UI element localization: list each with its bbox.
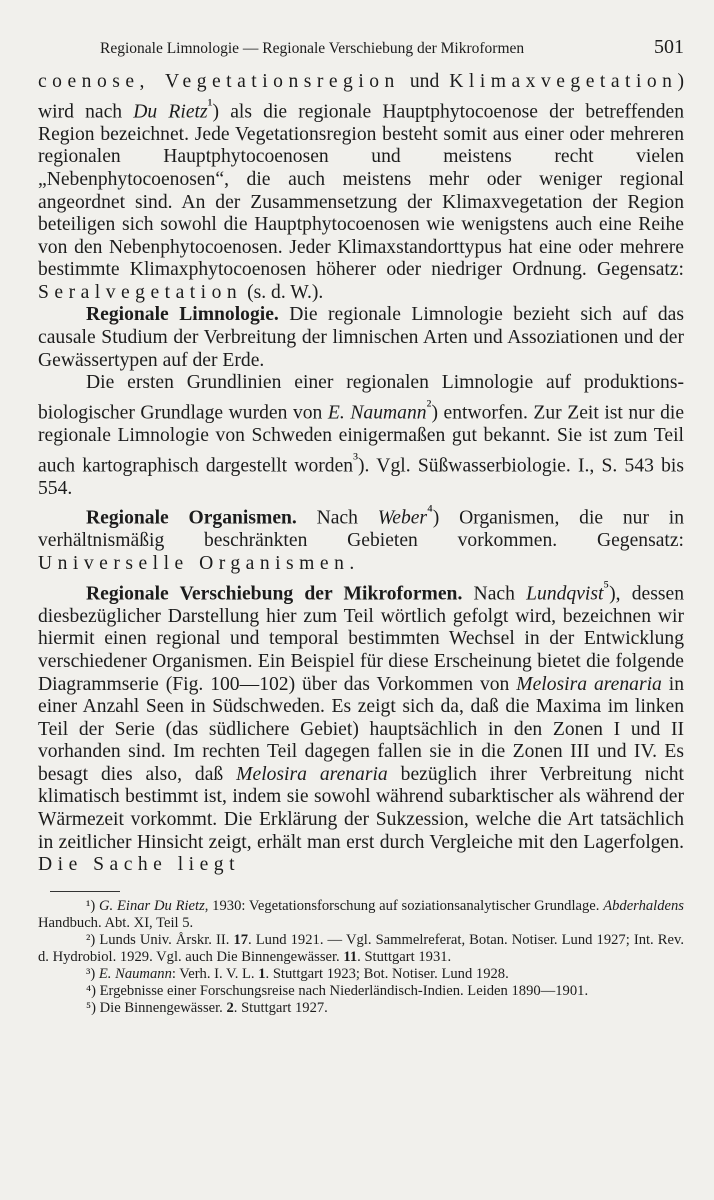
entry-regionale-limnologie: Regionale Limnologie. Die regionale Limnologie bezieht sich auf das causale Studium der Verbreitung der limnischen Arten und Assoziationen und der Gewässertypen auf der Erde. [38,304,684,371]
running-title: Regionale Limnologie — Regionale Verschiebung der Mikroformen [100,40,525,57]
running-header [38,36,684,59]
footnote-divider [50,891,120,892]
footnote-ref-3[interactable]: ³ [353,448,359,468]
author-name: Weber [377,507,428,529]
footnote-ref-1[interactable]: ¹ [207,94,213,114]
footnote-4: ⁴) Ergebnisse einer Forschungsreise nach Niederländisch-Indien. Leiden 1890—1901. [86,982,589,999]
footnote-ref-4[interactable]: ⁴ [427,501,433,521]
page [38,36,684,1017]
footnote-ref-5[interactable]: ⁵ [603,576,610,596]
author-name: Du Rietz [133,101,208,123]
author-name: E. Naumann [327,402,427,424]
footnote-5: ⁵) Die Binnengewässer. 2. Stuttgart 1927. [86,999,328,1016]
species-name: Melosira arenaria [236,763,388,785]
footnote-2: ²) Lunds Univ. Årskr. II. 17. Lund 1921. — Vgl. Sammelreferat, Botan. Notiser. Lund 1927; Int. Rev. d. Hydrobiol. 1929. Vgl. auch Die Binnengewässer. 11. Stuttgart 1931. [38,931,684,965]
footnotes [38,898,684,1017]
entry-regionale-verschiebung: Regionale Verschiebung der Mikroformen. Nach Lundqvist$^{^5}$), dessen diesbezüglicher Darstellung hier zum Teil wörtlich gefolgt wird, bezeichnen wir hiermit einen regional und temporal bestimmten Wechsel in der Entwicklung verschiedener Organismen. Ein Beispiel für diese Erscheinung bietet die folgende Diagrammserie (Fig. 100—102) über das Vorkommen von Melosira arenaria in einer Anzahl Seen in Südschweden. Es zeigt sich da, daß die Maxima im linken Teil der Serie (das südlichere Gebiet) hauptsächlich in den Zonen I und II vorhanden sind. Im rechten Teil dagegen fallen sie in die Zonen III und IV. Es besagt dies also, daß Melosira arenaria bezüglich ihrer Verbreitung nicht klimatisch bestimmt ist, indem sie sowohl während subarktischer als während der Wärmezeit vorkommt. Die Erklärung der Sukzession, welche die Art tatsächlich in zeitlicher Hinsicht zeigt, erhält man erst durch Vergleiche mit den Lagerfolgen. Die Sache liegt [38,576,685,876]
entry-regionale-organismen: Regionale Organismen. Nach Weber$^{^4}$) Organismen, die nur in verhältnismäßig beschränkten Gebieten vorkommen. Gegensatz: Universelle Organismen. [38,501,685,574]
entry-heading: Regionale Verschiebung der Mikroformen. [86,583,463,605]
species-name: Melosira arenaria [516,673,662,695]
author-name: Lundqvist [526,583,604,605]
paragraph-grundlinien: Die ersten Grundlinien einer regionalen Limnologie auf produktions-biologischer Grundlage wurden von E. Naumann$^{^2}$) entworfen. Zur Zeit ist nur die regionale Limnologie von Schweden einigermaßen gut bekannt. Sie ist zum Teil auch kartographisch dargestellt worden$^{^3}$). Vgl. Süßwasserbiologie. I., S. 543 bis 554. [38,372,685,499]
footnote-1: ¹) G. Einar Du Rietz, 1930: Vegetationsforschung auf soziationsanalytischer Grundlage. Abderhaldens Handbuch. Abt. XI, Teil 5. [38,897,684,931]
main-text [38,71,684,877]
page-number: 501 [654,36,684,58]
entry-heading: Regionale Organismen. [86,507,297,529]
entry-heading: Regionale Limnologie. [86,304,279,326]
footnote-3: ³) E. Naumann: Verh. I. V. L. 1. Stuttgart 1923; Bot. Notiser. Lund 1928. [86,965,509,982]
footnote-ref-2[interactable]: ² [426,395,432,415]
paragraph-klimaxvegetation: coenose, Vegetationsregion und Klimaxvegetation) wird nach Du Rietz$^{^1}$) als die regionale Hauptphytocoenose der betreffenden Region bezeichnet. Jede Vegetationsregion besteht somit aus einer oder mehreren regionalen Hauptphytocoenosen und meistens recht vielen „Nebenphytocoenosen“, die auch meistens mehr oder weniger regional angeordnet sind. An der Zusammensetzung der Klimaxvegetation der Region beteiligen sich sowohl die Hauptphytocoenosen wie wenigstens auch eine Reihe von den Nebenphytocoenosen. Jeder Klimaxstandorttypus hat eine oder mehrere bestimmte Klimaxphytocoenosen höherer oder niedriger Ordnung. Gegensatz: Seralvegetation (s. d. W.). [38,71,684,303]
